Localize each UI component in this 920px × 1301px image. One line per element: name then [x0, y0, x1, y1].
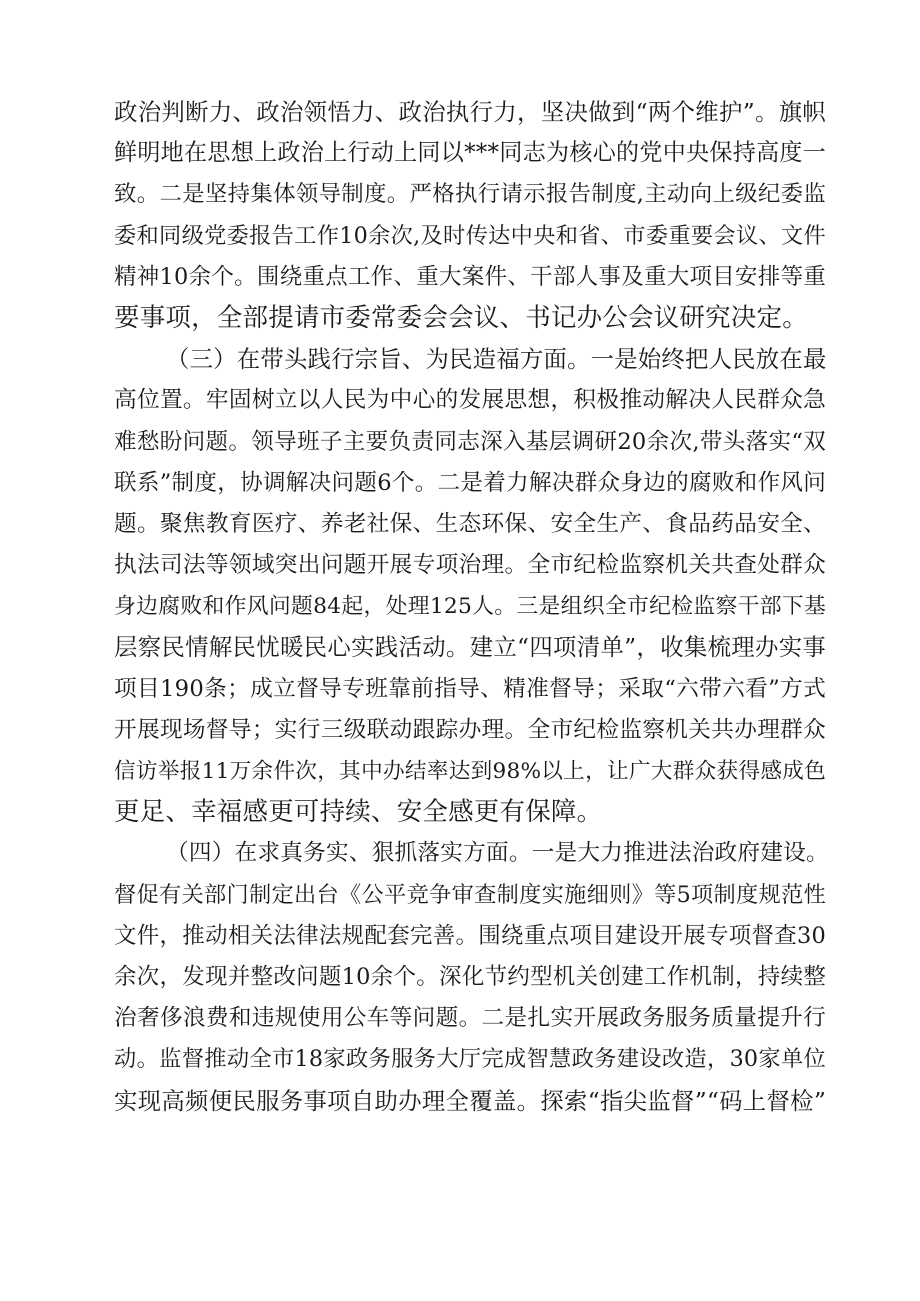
text-line: 开展现场督导；实行三级联动跟踪办理。全市纪检监察机关共办理群众: [114, 716, 826, 743]
text-line: 身边腐败和作风问题84起，处理125人。三是组织全市纪检监察干部下基: [114, 594, 826, 620]
text-line: 更足、幸福感更可持续、安全感更有保障。: [114, 797, 603, 828]
text-line: 联系”制度，协调解决问题6个。二是着力解决群众身边的腐败和作风问: [114, 469, 826, 496]
text-line: 督促有关部门制定出台《公平竞争审查制度实施细则》等5项制度规范性: [114, 881, 826, 908]
text-line: 实现高频便民服务事项自助办理全覆盖。探索“指尖监督”“码上督检”: [114, 1086, 826, 1115]
text-line: 委和同级党委报告工作10余次,及时传达中央和省、市委重要会议、文件: [114, 222, 826, 249]
text-line: 政治判断力、政治领悟力、政治执行力，坚决做到“两个维护”。旗帜: [114, 98, 826, 126]
text-line: 题。聚焦教育医疗、养老社保、生态环保、安全生产、食品药品安全、: [114, 510, 826, 537]
text-line: 文件，推动相关法律法规配套完善。围绕重点项目建设开展专项督查30: [114, 922, 826, 949]
text-line: 项目190条；成立督导专班靠前指导、精准督导；采取“六带六看”方式: [114, 675, 826, 702]
text-line: 致。二是坚持集体领导制度。严格执行请示报告制度,主动向上级纪委监: [114, 181, 826, 208]
text-line: 难愁盼问题。领导班子主要负责同志深入基层调研20余次,带头落实“双: [114, 428, 826, 455]
body-text: [114, 92, 829, 1122]
text-line: （三）在带头践行宗旨、为民造福方面。一是始终把人民放在最: [166, 345, 827, 374]
text-line: 执法司法等领域突出问题开展专项治理。全市纪检监察机关共查处群众: [114, 552, 826, 579]
text-line: 层察民情解民忧暖民心实践活动。建立“四项清单”，收集梳理办实事: [114, 633, 826, 662]
text-line: 鲜明地在思想上政治上行动上同以***同志为核心的党中央保持高度一: [114, 140, 826, 167]
text-line: 要事项，全部提请市委常委会会议、书记办公会议研究决定。: [114, 302, 808, 333]
text-line: 治奢侈浪费和违规使用公车等问题。二是扎实开展政务服务质量提升行: [114, 1005, 826, 1032]
text-line: 高位置。牢固树立以人民为中心的发展思想，积极推动解决人民群众急: [114, 387, 826, 414]
text-line: （四）在求真务实、狠抓落实方面。一是大力推进法治政府建设。: [166, 840, 829, 867]
text-line: 精神10余个。围绕重点工作、重大案件、干部人事及重大项目安排等重: [114, 263, 826, 290]
text-line: 信访举报11万余件次，其中办结率达到98%以上，让广大群众获得感成色: [114, 759, 826, 784]
text-line: 动。监督推动全市18家政务服务大厅完成智慧政务建设改造，30家单位: [114, 1046, 826, 1073]
text-line: 余次，发现并整改问题10余个。深化节约型机关创建工作机制，持续整: [114, 963, 826, 990]
